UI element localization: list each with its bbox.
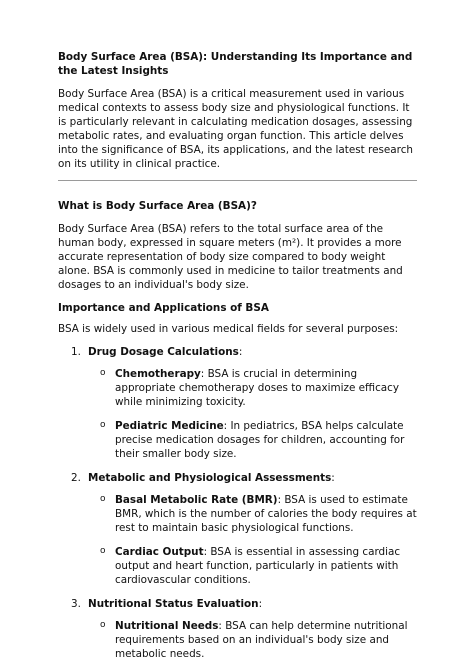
section-heading-what-is-bsa: What is Body Surface Area (BSA)? [58, 200, 257, 212]
sub-item-text: : In pediatrics, BSA helps calculate precise medication dosages for children, accounting for their smaller body size. [115, 420, 405, 460]
sub-item-term: Chemotherapy [115, 368, 201, 380]
applications-list [58, 345, 417, 661]
sub-list-item [88, 545, 417, 587]
list-item [58, 471, 417, 587]
what-is-bsa-paragraph: Body Surface Area (BSA) refers to the total surface area of the human body, expressed in square meters (m²). It provides a more accurate representation of body size compared to body weight alone. BSA is commonly used in medicine to tailor treatments and dosages to an individual's body size. [58, 223, 403, 291]
list-item-colon: : [258, 598, 263, 610]
sub-list-item [88, 367, 417, 409]
circle-bullet-icon: o [100, 620, 106, 630]
list-number: 2. [71, 472, 81, 484]
list-item [58, 345, 417, 461]
sub-item-term: Basal Metabolic Rate (BMR) [115, 494, 278, 506]
sub-item-text: : BSA is crucial in determining appropriate chemotherapy doses to maximize efficacy while minimizing toxicity. [115, 368, 400, 408]
list-item-colon: : [238, 346, 243, 358]
list-number: 3. [71, 598, 81, 610]
importance-lead-paragraph: BSA is widely used in various medical fields for several purposes: [58, 323, 399, 335]
sub-list-item [88, 619, 417, 661]
sub-item-term: Nutritional Needs [115, 620, 219, 632]
sub-item-text: : BSA is used to estimate BMR, which is the number of calories the body requires at rest to maintain basic physiological functions. [115, 494, 417, 534]
list-number: 1. [71, 346, 81, 358]
circle-bullet-icon: o [100, 494, 106, 504]
sub-item-text: : BSA is essential in assessing cardiac output and heart function, particularly in patients with cardiovascular conditions. [115, 546, 401, 586]
sub-item-term: Cardiac Output [115, 546, 204, 558]
section-divider [58, 180, 417, 181]
sub-list [88, 493, 417, 587]
sub-list [88, 619, 417, 661]
document-title: Body Surface Area (BSA): Understanding Its Importance and the Latest Insights [58, 51, 413, 77]
list-item-title: Drug Dosage Calculations [88, 346, 239, 358]
intro-paragraph: Body Surface Area (BSA) is a critical measurement used in various medical contexts to assess body size and physiological functions. It is particularly relevant in calculating medication dosages, assessing metabolic rates, and evaluating organ function. This article delves into the significance of BSA, its applications, and the latest research on its utility in clinical practice. [58, 88, 413, 170]
list-item-title: Metabolic and Physiological Assessments [88, 472, 332, 484]
sub-list-item [88, 419, 417, 461]
circle-bullet-icon: o [100, 368, 106, 378]
circle-bullet-icon: o [100, 420, 106, 430]
sub-item-text: : BSA can help determine nutritional requirements based on an individual's body size and metabolic needs. [115, 620, 408, 660]
circle-bullet-icon: o [100, 546, 106, 556]
list-item-title: Nutritional Status Evaluation [88, 598, 259, 610]
list-item-colon: : [331, 472, 335, 484]
section-heading-importance: Importance and Applications of BSA [58, 302, 269, 314]
sub-item-term: Pediatric Medicine [115, 420, 224, 432]
list-item [58, 597, 417, 661]
sub-list-item [88, 493, 417, 535]
sub-list [88, 367, 417, 461]
